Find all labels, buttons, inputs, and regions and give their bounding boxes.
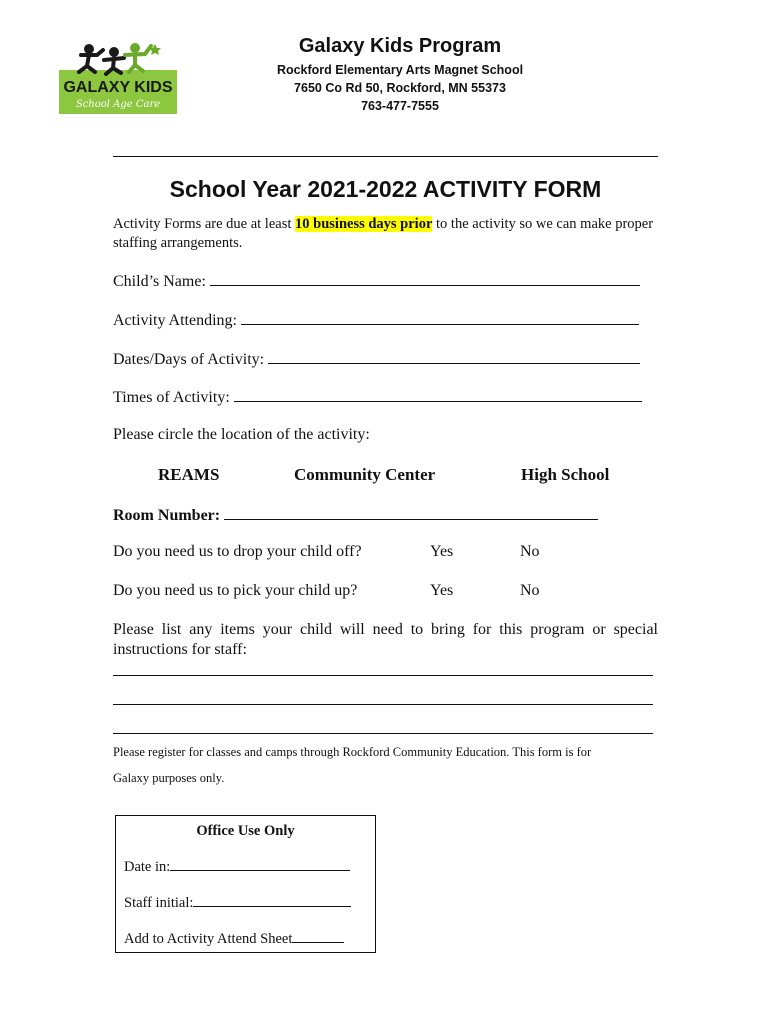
add-to-sheet-input-line[interactable] bbox=[292, 930, 344, 943]
location-option-high-school[interactable]: High School bbox=[521, 465, 610, 484]
instructions-line-2[interactable] bbox=[113, 704, 653, 705]
date-in-label: Date in: bbox=[124, 859, 171, 875]
child-name-input-line[interactable] bbox=[210, 271, 640, 286]
instructions-line-3[interactable] bbox=[113, 733, 653, 734]
form-title: School Year 2021-2022 ACTIVITY FORM bbox=[169, 176, 602, 202]
location-option-reams[interactable]: REAMS bbox=[158, 465, 220, 484]
times-field bbox=[113, 387, 642, 407]
logo-name: GALAXY KIDS bbox=[63, 79, 173, 96]
deadline-highlight: 10 business days prior bbox=[295, 216, 433, 232]
program-title: Galaxy Kids Program bbox=[298, 35, 502, 57]
galaxy-kids-logo bbox=[59, 42, 177, 114]
dates-days-field bbox=[113, 349, 640, 369]
school-address: 7650 Co Rd 50, Rockford, MN 55373 bbox=[294, 81, 506, 95]
pick-up-yes-option[interactable]: Yes bbox=[430, 582, 454, 599]
intro-paragraph bbox=[113, 215, 658, 253]
galaxy-kids-logo-graphic bbox=[59, 42, 177, 114]
logo-tagline: School Age Care bbox=[75, 99, 161, 110]
staff-initial-label: Staff initial: bbox=[124, 895, 194, 911]
pick-up-no-option[interactable]: No bbox=[520, 582, 540, 599]
times-label: Times of Activity: bbox=[113, 389, 230, 406]
add-to-sheet-label: Add to Activity Attend Sheet bbox=[124, 931, 293, 947]
activity-attending-label: Activity Attending: bbox=[113, 312, 237, 329]
instructions-line-1[interactable] bbox=[113, 675, 653, 676]
add-to-sheet-field bbox=[124, 930, 344, 948]
office-use-box bbox=[115, 815, 376, 953]
pick-up-question: Do you need us to pick your child up? bbox=[113, 582, 358, 599]
date-in-input-line[interactable] bbox=[170, 858, 350, 871]
child-name-label: Child’s Name: bbox=[113, 273, 206, 290]
dates-days-input-line[interactable] bbox=[268, 349, 640, 364]
intro-text-start: Activity Forms are due at least bbox=[113, 216, 296, 232]
drop-off-question: Do you need us to drop your child off? bbox=[113, 543, 362, 560]
drop-off-yes-option[interactable]: Yes bbox=[430, 543, 454, 560]
times-input-line[interactable] bbox=[234, 387, 642, 402]
activity-attending-input-line[interactable] bbox=[241, 310, 639, 325]
school-name: Rockford Elementary Arts Magnet School bbox=[276, 63, 524, 77]
activity-attending-field bbox=[113, 310, 639, 330]
dates-days-label: Dates/Days of Activity: bbox=[113, 351, 265, 368]
child-name-field bbox=[113, 271, 640, 291]
register-note-line-1: Please register for classes and camps through Rockford Community Education. This form is for bbox=[113, 745, 592, 759]
staff-initial-input-line[interactable] bbox=[193, 894, 351, 907]
items-prompt: Please list any items your child will need to bring for this program or special instructions for staff: bbox=[113, 621, 658, 658]
office-use-title: Office Use Only bbox=[196, 823, 295, 839]
location-option-community-center[interactable]: Community Center bbox=[294, 465, 436, 484]
location-prompt: Please circle the location of the activity: bbox=[113, 426, 370, 443]
staff-initial-field bbox=[124, 894, 351, 912]
header-divider bbox=[113, 156, 658, 157]
intro-text-end: to the activity so we can make proper staffing arrangements. bbox=[113, 216, 654, 251]
register-note-line-2: Galaxy purposes only. bbox=[113, 771, 225, 785]
room-number-input-line[interactable] bbox=[224, 505, 598, 520]
room-number-label: Room Number: bbox=[113, 507, 221, 524]
date-in-field bbox=[124, 858, 350, 876]
school-phone: 763-477-7555 bbox=[361, 99, 439, 113]
drop-off-no-option[interactable]: No bbox=[520, 543, 540, 560]
room-number-field bbox=[113, 505, 598, 525]
